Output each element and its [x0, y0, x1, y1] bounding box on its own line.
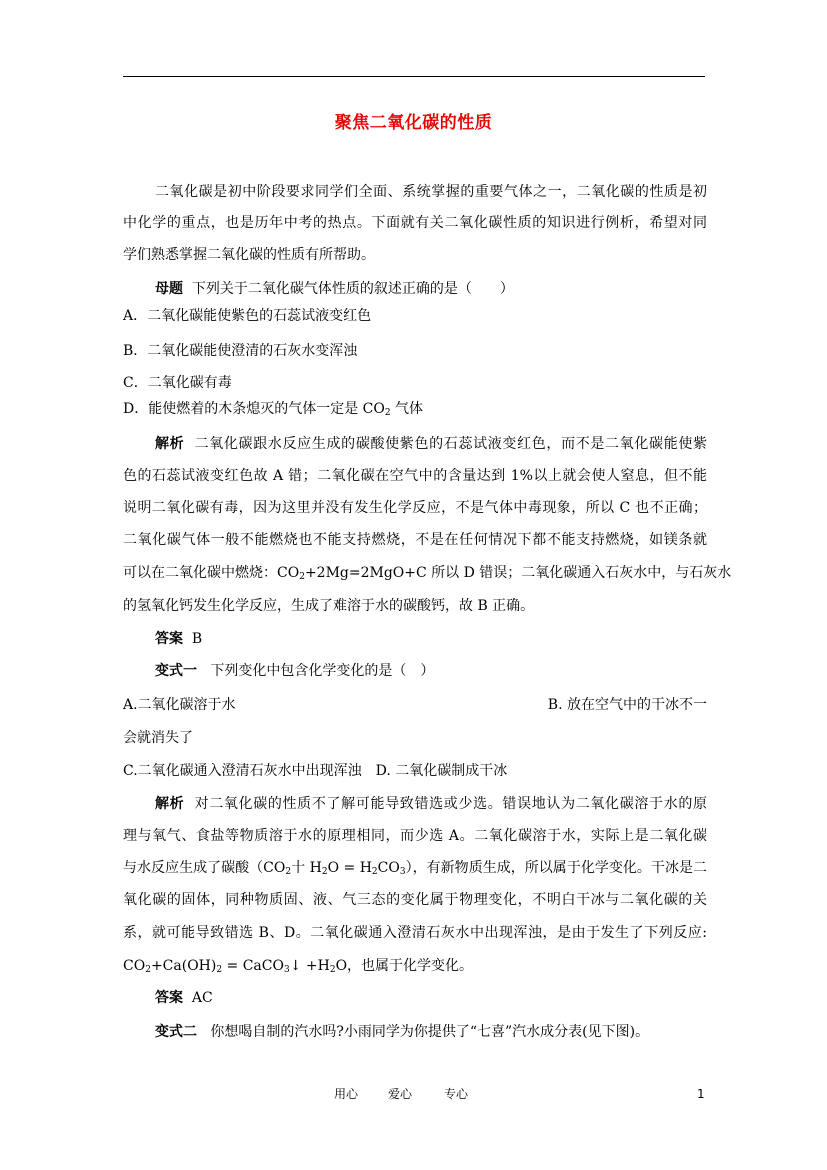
question-1	[155, 279, 707, 299]
analysis-1-line-3: 说明二氧化碳有毒，因为这里并没有发生化学反应，不是气体中毒现象，所以 C 也不正确；	[123, 500, 707, 516]
intro-line-1: 二氧化碳是初中阶段要求同学们全面、系统掌握的重要气体之一，二氧化碳的性质是初	[155, 184, 707, 200]
intro-line-3: 学们熟悉掌握二氧化碳的性质有所帮助。	[123, 247, 375, 263]
q2-options-cd: C.二氧化碳通入澄清石灰水中出现浑浊 D. 二氧化碳制成干冰	[123, 763, 508, 779]
analysis-1-label: 解析	[155, 436, 185, 452]
analysis-1-line-2: 色的石蕊试液变红色故 A 错；二氧化碳在空气中的含量达到 1%以上就会使人窒息，但不能	[123, 468, 707, 484]
analysis-1-line-4: 二氧化碳气体一般不能燃烧也不能支持燃烧，不是在任何情况下都不能支持燃烧，如镁条就	[123, 532, 707, 548]
analysis-2-label: 解析	[155, 796, 185, 812]
analysis-1-line-6: 的氢氧化钙发生化学反应，生成了难溶于水的碳酸钙，故 B 正确。	[123, 598, 535, 614]
header-rule	[123, 76, 705, 77]
q2-options-ab	[123, 695, 707, 715]
analysis-2-line-6: $CO_2+Ca(OH)_2$ = CaCO$_3$↓ $+H_2O$，也属于化学变化。	[123, 958, 474, 975]
answer-2-value: AC	[191, 990, 213, 1006]
q2-option-a: A.二氧化碳溶于水	[123, 697, 236, 713]
q2-option-b-cont: 会就消失了	[123, 730, 193, 746]
intro-line-2: 中化学的重点，也是历年中考的热点。下面就有关二氧化碳性质的知识进行例析，希望对同	[123, 215, 707, 231]
option-a: A．二氧化碳能使紫色的石蕊试液变红色	[123, 308, 372, 324]
question-3-label: 变式二	[155, 1024, 197, 1040]
q2-option-b: B. 放在空气中的干冰不一	[547, 697, 707, 713]
analysis-1-line-5: 可以在二氧化碳中燃烧：$CO_2+2Mg=2MgO+C$ 所以 D 错误；二氧化碳通入石灰水中，与石灰水	[123, 565, 732, 582]
analysis-2-line-1: 解析 对二氧化碳的性质不了解可能导致错选或少选。错误地认为二氧化碳溶于水的原	[155, 796, 708, 812]
question-1-stem: 下列关于二氧化碳气体性质的叙述正确的是（ ）	[191, 281, 514, 297]
answer-1-label: 答案	[155, 631, 183, 647]
footer-word-2: 爱心	[388, 1087, 413, 1101]
analysis-2-line-5: 系，就可能导致错选 B、D。二氧化碳通入澄清石灰水中出现浑浊，是由于发生了下列反应:	[123, 925, 707, 941]
option-c: C．二氧化碳有毒	[123, 375, 232, 391]
question-3-stem: 你想喝自制的汽水吗?小雨同学为你提供了“七喜”汽水成分表(见下图)。	[210, 1024, 650, 1040]
analysis-1-line-1: 解析 二氧化碳跟水反应生成的碳酸使紫色的石蕊试液变红色，而不是二氧化碳能使紫	[155, 436, 708, 452]
footer-word-1: 用心	[334, 1087, 359, 1101]
page-title: 聚焦二氧化碳的性质	[334, 113, 493, 133]
analysis-2-line-4: 氧化碳的固体，同种物质固、液、气三态的变化属于物理变化，不明白干冰与二氧化碳的关	[123, 892, 707, 908]
question-2	[155, 661, 707, 681]
question-2-label: 变式一	[155, 663, 197, 679]
option-b: B．二氧化碳能使澄清的石灰水变浑浊	[123, 343, 358, 359]
question-2-stem: 下列变化中包含化学变化的是（ ）	[210, 663, 435, 679]
question-3	[155, 1022, 707, 1042]
option-d: D．能使燃着的木条熄灭的气体一定是 $CO_2$ 气体	[123, 401, 424, 418]
analysis-2-line-2: 理与氧气、食盐等物质溶于水的原理相同，而少选 A。二氧化碳溶于水，实际上是二氧化碳	[123, 828, 707, 844]
down-arrow-icon: ↓	[289, 958, 302, 974]
answer-1	[155, 629, 707, 649]
question-1-label: 母题	[155, 281, 183, 297]
answer-2	[155, 988, 707, 1008]
analysis-2-line-3: 与水反应生成了碳酸（$CO_2$十 $H_2O = H_2CO_3$），有新物质生成，所以属于化学变化。干冰是二	[123, 860, 707, 877]
page-number: 1	[697, 1087, 705, 1101]
answer-2-label: 答案	[155, 990, 183, 1006]
answer-1-value: B	[191, 631, 203, 647]
footer-word-3: 专心	[444, 1087, 469, 1101]
